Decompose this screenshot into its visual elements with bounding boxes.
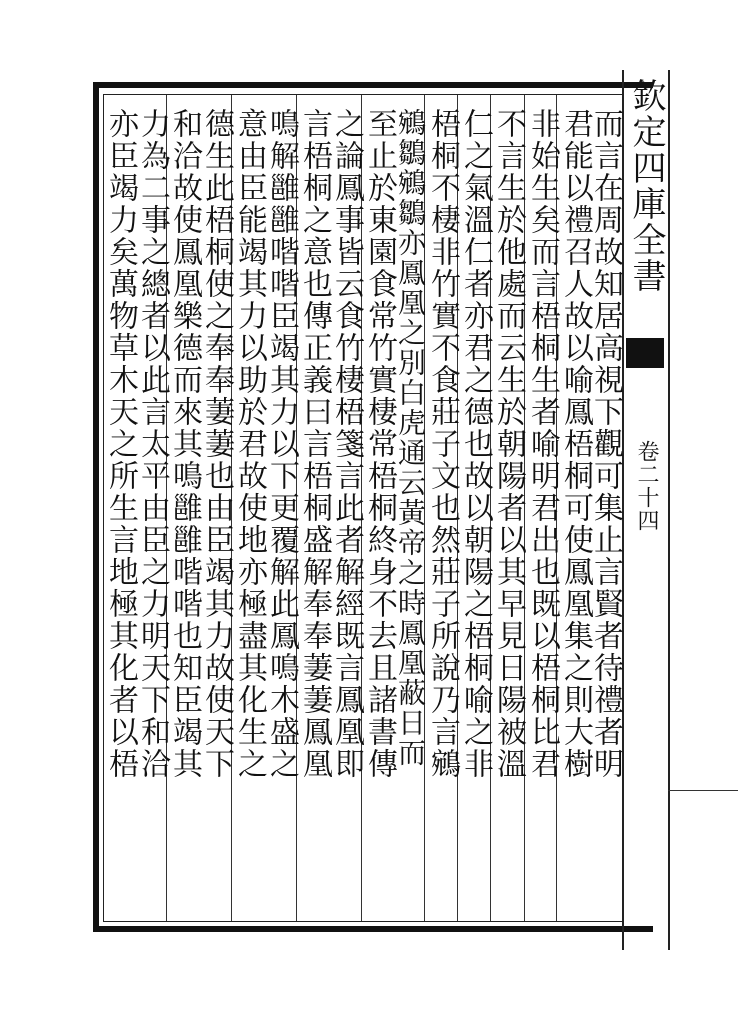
text-column: 不言生於他處而云生於朝陽者以其早見日陽被溫 [491,108,526,780]
chapter-label: 卷二十四 [634,440,659,532]
text-column: 和洽故使鳳凰樂德而來其鳴雝雝喈喈也知臣竭其 [167,108,202,780]
text-column: 亦臣竭力矣萬物草木天之所生言地極其化者以梧 [103,108,138,780]
text-column: 之論鳳事皆云食竹棲梧箋言此者解經既言鳳凰即 [329,108,364,780]
text-column: 言梧桐之意也傳正義曰言梧桐盛解奉奉萋萋鳳凰 [297,108,332,780]
text-column: 而言在周故知居高視下觀可集止言賢者待禮者明 [588,108,623,780]
text-column: 非始生矣而言梧桐生者喻明君出也既以梧桐比君 [525,108,560,780]
text-column: 至止於東園食常竹實棲常梧桐終身不去且諸書傳 [362,108,397,780]
text-column: 梧桐不棲非竹實不食莊子文也然莊子所說乃言鵷 [425,108,460,780]
text-column: 力為二事之總者以此言太平由臣之力明天下和洽 [135,108,170,780]
text-column: 鳴解雝雝喈喈臣竭其力以下更覆解此鳳鳴木盛之 [264,108,299,780]
text-column: 鵷鶵鵷鶵亦鳳凰之別白虎通云黃帝之時鳳凰蔽日而 [394,108,427,768]
fish-tail-mark [626,338,664,368]
margin-rule [668,790,738,791]
text-column: 德生此梧桐使之奉奉萋萋也由臣竭其力故使天下 [199,108,234,780]
book-title: 欽定四庫全書 [626,78,666,294]
text-column: 君能以禮召人故以喻鳳梧桐可使鳳凰集之則大樹 [558,108,593,780]
text-column: 仁之氣溫仁者亦君之德也故以朝陽之梧桐喻之非 [458,108,493,780]
band-border-right [668,70,670,950]
text-column: 意由臣能竭其力以助於君故使地亦極盡其化生之 [232,108,267,780]
